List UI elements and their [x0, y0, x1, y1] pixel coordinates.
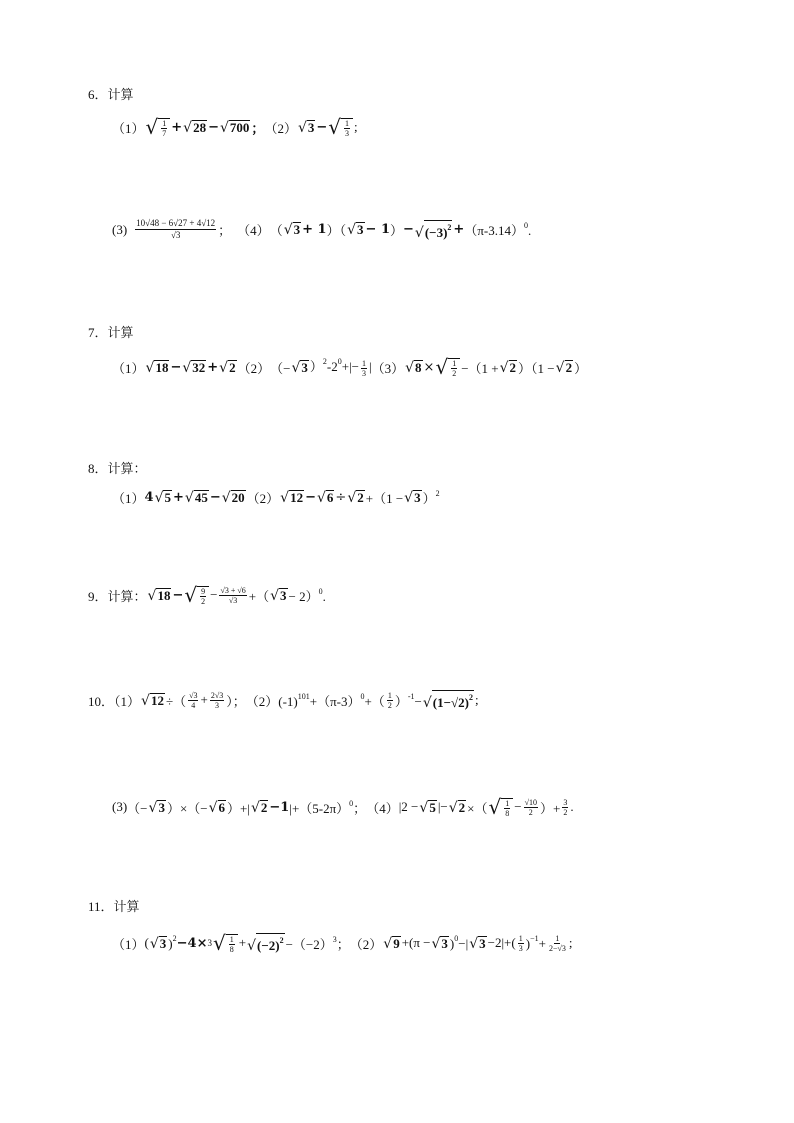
p6-part-2-label: （2） — [264, 120, 297, 136]
problem-6-line-2: (3) $\frac{10√48 - 6√27 + 4√12}{√3}$ ； （4） （ √ 3 + 1 ）（ √ 3 − 1 ） − √ $(-3)^2$ + $(\pi-3.14)^0$. — [112, 218, 532, 241]
problem-8-line-1: （1） 4 √ 5 + √ 45 − √ 20 （2） √ 12 − √ 6 ÷ √ 2 +（1 − √ 3 ）$^2$ — [112, 489, 440, 506]
p6-part-4-label: （4） — [237, 223, 270, 238]
p8-part-1-label: （1） — [112, 491, 145, 506]
problem-9-line: 9．计算： √ 18 − √ $\frac{9}{2}$ − $\frac{√3 + √6}{√3}$ +（ √ 3 − 2）$^0$. — [88, 583, 326, 607]
p10-part-2-label: （2） — [245, 693, 279, 709]
p7-part-2-label: （2） — [237, 360, 271, 376]
p6-part-1-label: （1） — [112, 120, 145, 136]
problem-7-line-1: （1） √ 18 − √ 32 + √ 2 （2） （− √ 3 ）$^2-2^0+|-$ $\frac{1}{3}$ | （3） √ 8 × √ $\frac{1}{2}$ −（1 + √ 2 ）（1 − √ 2 ） — [112, 355, 588, 379]
problem-8-title: 8．计算： — [88, 461, 147, 476]
problem-6-line-1: （1） √ $\frac{1}{7}$ + √ 28 − √ 700 ； （2） √ 3 − √ $\frac{1}{3}$ ; — [112, 115, 358, 139]
p11-part-1-label: （1） — [112, 936, 145, 952]
p7-part-1-label: （1） — [112, 360, 145, 376]
problem-7-title: 7．计算 — [88, 325, 134, 340]
problem-6-title: 6．计算 — [88, 87, 134, 102]
problem-9-title: 9．计算： — [88, 588, 147, 604]
problem-10-line-2: (3) （− √ 3 ）×（− √ 6 ）+| √ 2 −1 $|+(5-2\pi)^0$； （4） |2 − √ 5 |− √ 2 ×（ √ $\frac{1}{8}$ − $\frac{√10}{2}$ ）+ $\frac{3}{2}$ . — [112, 795, 574, 819]
problem-10-line-1: 10．（1） √ 12 ÷（ $\frac{√3}{4}$ + $\frac{2√3}{3}$ ）； （2） $(-1)^{101}+(\pi-3)^0+$（ $\frac{1}{2}$ ）$^{-1}$− √ $(1-√2)^2$ ; — [88, 690, 479, 711]
problem-11-title: 11．计算 — [88, 899, 140, 914]
p10-part-4-label: （4） — [366, 800, 399, 816]
p8-part-2-label: （2） — [246, 491, 280, 506]
problem-10-title: 10．（1） — [88, 693, 141, 709]
p11-part-2-label: （2） — [349, 936, 383, 952]
p10-part-3-label: (3) — [112, 799, 128, 814]
p7-part-3-label: （3） — [371, 360, 405, 376]
problem-11-line-1: （1） ( √ 3 )$^2$ −4× 3 √ $\frac{1}{8}$ + √ $(-2)^2$ $-(-2)^3$； （2） √ 9 +(π − √ 3 )$^0$−| √ 3 −2|+( $\frac{1}{3}$ )$^{-1}$+ $\frac{1}{2-√3}$ ; — [112, 931, 573, 955]
p6-part-3-label: (3) — [112, 221, 128, 237]
